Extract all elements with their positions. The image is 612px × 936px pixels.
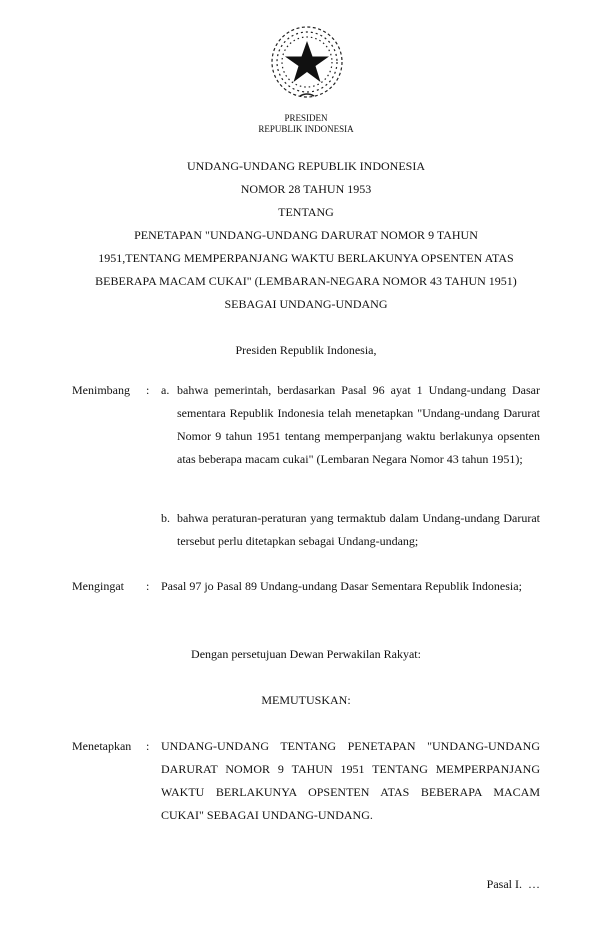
document-title: [0, 155, 612, 316]
menimbang-colon: :: [146, 383, 150, 397]
title-line: SEBAGAI UNDANG-UNDANG: [224, 297, 388, 311]
memutuskan-heading: MEMUTUSKAN:: [261, 693, 351, 707]
title-line: PENETAPAN "UNDANG-UNDANG DARURAT NOMOR 9 TAHUN: [134, 228, 478, 242]
mengingat-colon: :: [146, 579, 150, 593]
title-line: 1951,TENTANG MEMPERPANJANG WAKTU BERLAKUNYA OPSENTEN ATAS: [98, 251, 514, 265]
mengingat-label: Mengingat: [72, 579, 124, 593]
mengingat-text: Pasal 97 jo Pasal 89 Undang-undang Dasar Sementara Republik Indonesia;: [161, 579, 522, 593]
letterhead-president: PRESIDEN: [284, 113, 328, 123]
title-line: UNDANG-UNDANG REPUBLIK INDONESIA: [187, 159, 425, 173]
menetapkan-label: Menetapkan: [72, 739, 132, 753]
letterhead-republic: REPUBLIK INDONESIA: [258, 124, 354, 134]
menetapkan-text: UNDANG-UNDANG TENTANG PENETAPAN "UNDANG-UNDANG DARURAT NOMOR 9 TAHUN 1951 TENTANG MEMPERPANJANG WAKTU BERLAKUNYA OPSENTEN ATAS BEBERAPA MACAM CUKAI" SEBAGAI UNDANG-UNDANG.: [161, 739, 540, 822]
next-page-reference: Pasal I. …: [486, 877, 540, 891]
menimbang-label: Menimbang: [72, 383, 130, 397]
persetujuan: Dengan persetujuan Dewan Perwakilan Rakyat:: [191, 647, 421, 661]
title-line: BEBERAPA MACAM CUKAI" (LEMBARAN-NEGARA NOMOR 43 TAHUN 1951): [95, 274, 517, 288]
title-line: NOMOR 28 TAHUN 1953: [240, 182, 372, 196]
presidential-emblem-icon: [266, 22, 348, 104]
item-marker-a: a.: [161, 383, 170, 397]
menimbang-item-b: bahwa peraturan-peraturan yang termaktub dalam Undang-undang Darurat tersebut perlu ditetapkan sebagai Undang-undang;: [177, 511, 540, 548]
preamble: Presiden Republik Indonesia,: [235, 343, 377, 357]
menimbang-item-a: bahwa pemerintah, berdasarkan Pasal 96 ayat 1 Undang-undang Dasar sementara Republik Indonesia telah menetapkan "Undang-undang Darurat Nomor 9 tahun 1951 tentang memperpanjang waktu berlakunya opsenten atas beberapa macam cukai" (Lembaran Negara Nomor 43 tahun 1951);: [177, 383, 540, 466]
menetapkan-colon: :: [146, 739, 150, 753]
item-marker-b: b.: [161, 511, 170, 525]
title-line: TENTANG: [278, 205, 334, 219]
